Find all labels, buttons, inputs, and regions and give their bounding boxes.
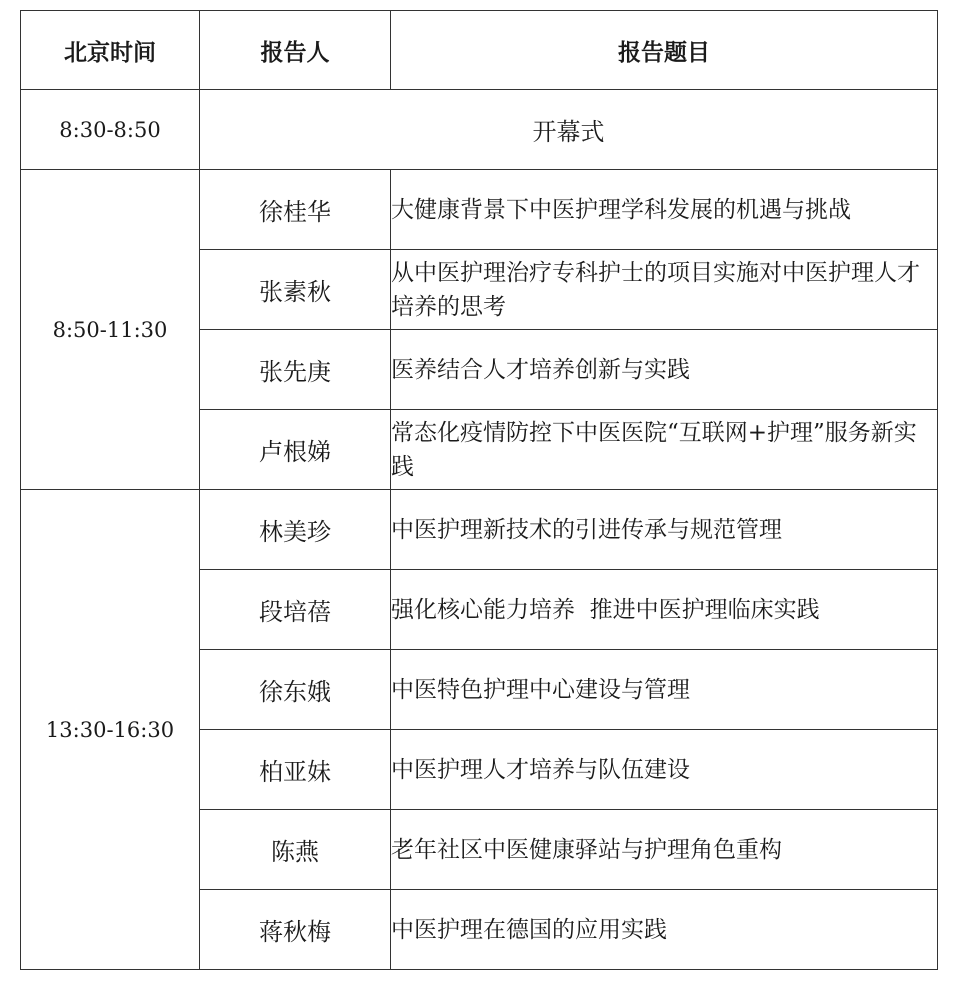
opening-time: 8:30-8:50: [21, 90, 200, 170]
topic-cell: 中医护理新技术的引进传承与规范管理: [391, 490, 938, 570]
header-row: [21, 11, 938, 90]
topic-cell: 中医特色护理中心建设与管理: [391, 650, 938, 730]
header-topic: 报告题目: [391, 11, 938, 90]
topic-cell: 从中医护理治疗专科护士的项目实施对中医护理人才培养的思考: [391, 250, 938, 330]
header-time: 北京时间: [21, 11, 200, 90]
speaker-cell: 张素秋: [200, 250, 391, 330]
table-row: [21, 170, 938, 250]
header-speaker: 报告人: [200, 11, 391, 90]
topic-cell: 老年社区中医健康驿站与护理角色重构: [391, 810, 938, 890]
speaker-cell: 徐桂华: [200, 170, 391, 250]
schedule-table: [20, 10, 938, 970]
session-time-morning: 8:50-11:30: [21, 170, 200, 490]
topic-cell: 医养结合人才培养创新与实践: [391, 330, 938, 410]
opening-label: 开幕式: [200, 90, 938, 170]
speaker-cell: 卢根娣: [200, 410, 391, 490]
opening-row: [21, 90, 938, 170]
table-row: [21, 490, 938, 570]
topic-cell: 强化核心能力培养 推进中医护理临床实践: [391, 570, 938, 650]
topic-cell: 常态化疫情防控下中医医院“互联网+护理”服务新实践: [391, 410, 938, 490]
session-time-afternoon: 13:30-16:30: [21, 490, 200, 970]
speaker-cell: 段培蓓: [200, 570, 391, 650]
topic-cell: 大健康背景下中医护理学科发展的机遇与挑战: [391, 170, 938, 250]
speaker-cell: 张先庚: [200, 330, 391, 410]
speaker-cell: 蒋秋梅: [200, 890, 391, 970]
topic-cell: 中医护理人才培养与队伍建设: [391, 730, 938, 810]
speaker-cell: 柏亚妹: [200, 730, 391, 810]
speaker-cell: 林美珍: [200, 490, 391, 570]
topic-cell: 中医护理在德国的应用实践: [391, 890, 938, 970]
speaker-cell: 徐东娥: [200, 650, 391, 730]
speaker-cell: 陈燕: [200, 810, 391, 890]
